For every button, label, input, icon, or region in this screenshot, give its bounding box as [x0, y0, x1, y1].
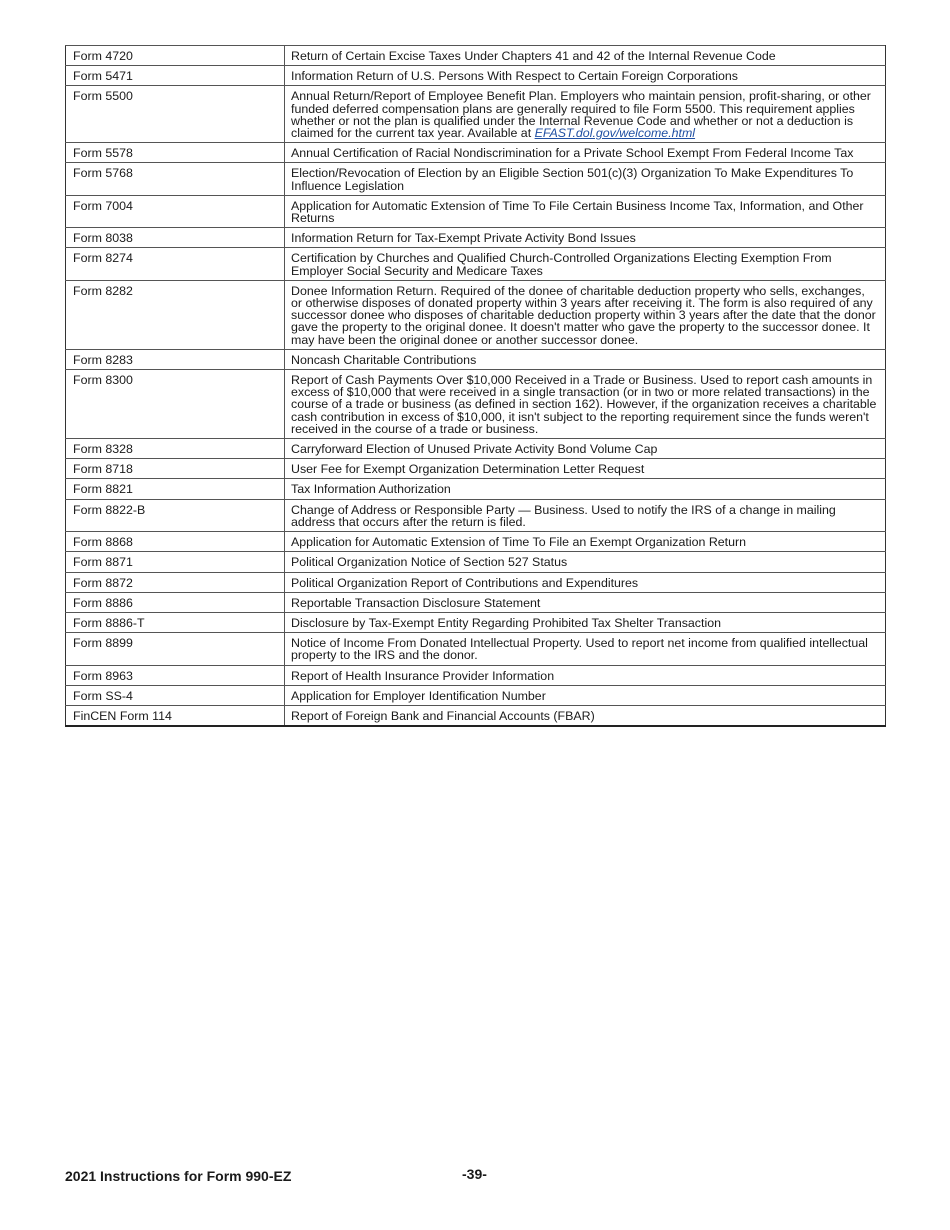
- form-description-cell: [285, 195, 886, 227]
- form-description-cell: [285, 143, 886, 163]
- table-row: [66, 459, 886, 479]
- table-row: [66, 370, 886, 439]
- form-number-cell: Form 8300: [66, 370, 285, 439]
- table-row: [66, 86, 886, 143]
- form-description-text: User Fee for Exempt Organization Determination Letter Request: [291, 462, 645, 477]
- form-number-cell: Form 7004: [66, 195, 285, 227]
- form-number-cell: Form 8328: [66, 439, 285, 459]
- form-description-text: Application for Automatic Extension of Time To File Certain Business Income Tax, Information, and Other Returns: [291, 198, 864, 226]
- table-row: [66, 592, 886, 612]
- form-description-text: Return of Certain Excise Taxes Under Chapters 41 and 42 of the Internal Revenue Code: [291, 49, 776, 63]
- form-description-cell: [285, 46, 886, 66]
- form-description-text: Annual Return/Report of Employee Benefit Plan. Employers who maintain pension, profit-sharing, or other funded deferred compensation plans are generally required to file Form 5500. This requirement applies whether or not the plan is qualified under the Internal Revenue Code and whether or not a deduction is claimed for the current tax year. Available at: [291, 89, 871, 141]
- table-row: [66, 552, 886, 572]
- form-number-cell: Form 8886: [66, 592, 285, 612]
- form-number-cell: Form 8871: [66, 552, 285, 572]
- form-number-cell: Form 8718: [66, 459, 285, 479]
- table-row: [66, 46, 886, 66]
- table-row: [66, 195, 886, 227]
- forms-table-body: [66, 46, 886, 727]
- form-description-cell: [285, 592, 886, 612]
- efast-website-link[interactable]: EFAST.dol.gov/welcome.html: [534, 126, 696, 141]
- form-description-text: Tax Information Authorization: [291, 482, 451, 497]
- form-description-text: Election/Revocation of Election by an Eligible Section 501(c)(3) Organization To Make Expenditures To Influence Legislation: [291, 166, 854, 193]
- forms-table: [65, 45, 886, 727]
- form-description-cell: [285, 479, 886, 499]
- form-description-text: Annual Certification of Racial Nondiscrimination for a Private School Exempt From Federal Income Tax: [291, 146, 854, 161]
- form-description-text: Carryforward Election of Unused Private Activity Bond Volume Cap: [291, 442, 658, 457]
- form-description-text: Information Return for Tax-Exempt Private Activity Bond Issues: [291, 231, 636, 246]
- form-description-text: Notice of Income From Donated Intellectual Property. Used to report net income from qualified intellectual property to the IRS and the donor.: [291, 636, 868, 663]
- form-description-cell: [285, 280, 886, 349]
- form-description-cell: [285, 370, 886, 439]
- form-description-text: Report of Cash Payments Over $10,000 Received in a Trade or Business. Used to report cash amounts in excess of $10,000 that were received in a single transaction (or in two or more related transactions) in the course of a trade or business (as defined in section 162). However, if the organization receives a charitable cash contribution in excess of $10,000, it isn't subject to the reporting requirement since the funds weren't received in the course of a trade or business.: [291, 373, 877, 436]
- form-description-cell: [285, 572, 886, 592]
- table-row: [66, 66, 886, 86]
- table-row: [66, 143, 886, 163]
- form-description-cell: [285, 705, 886, 726]
- form-number-cell: Form 5500: [66, 86, 285, 143]
- form-description-text: Donee Information Return. Required of the donee of charitable deduction property who sells, exchanges, or otherwise disposes of donated property within 3 years after receiving it. The form is also required of any successor donee who disposes of charitable deduction property within 3 years after the date that the donor gave the property to the original donee. It doesn't matter who gave the property to the successor donee. It may have been the original donee or another successor donee.: [291, 283, 876, 347]
- form-description-text: Report of Health Insurance Provider Information: [291, 668, 555, 683]
- table-row: [66, 248, 886, 280]
- form-number-cell: Form 5578: [66, 143, 285, 163]
- table-row: [66, 439, 886, 459]
- form-description-cell: [285, 665, 886, 685]
- footer-page-number: -39-: [462, 1166, 487, 1182]
- form-description-text: Political Organization Notice of Section 527 Status: [291, 555, 568, 570]
- form-description-cell: [285, 612, 886, 632]
- form-number-cell: Form 8899: [66, 633, 285, 665]
- form-description-cell: [285, 163, 886, 195]
- form-number-cell: Form 8886-T: [66, 612, 285, 632]
- form-number-cell: Form 8274: [66, 248, 285, 280]
- form-number-cell: FinCEN Form 114: [66, 705, 285, 726]
- form-description-cell: [285, 439, 886, 459]
- form-number-cell: Form 8038: [66, 228, 285, 248]
- form-description-text: Report of Foreign Bank and Financial Accounts (FBAR): [291, 708, 595, 723]
- form-description-cell: [285, 459, 886, 479]
- table-row: [66, 665, 886, 685]
- table-row: [66, 499, 886, 531]
- form-description-text: Application for Automatic Extension of Time To File an Exempt Organization Return: [291, 535, 747, 550]
- footer-document-title: 2021 Instructions for Form 990-EZ: [65, 1168, 292, 1184]
- form-description-text: Information Return of U.S. Persons With Respect to Certain Foreign Corporations: [291, 69, 738, 84]
- form-description-cell: [285, 248, 886, 280]
- table-row: [66, 228, 886, 248]
- table-row: [66, 685, 886, 705]
- form-number-cell: Form 5471: [66, 66, 285, 86]
- form-description-cell: [285, 685, 886, 705]
- form-number-cell: Form 8282: [66, 280, 285, 349]
- table-row: [66, 633, 886, 665]
- form-description-cell: [285, 633, 886, 665]
- table-row: [66, 572, 886, 592]
- form-description-cell: [285, 349, 886, 369]
- table-row: [66, 705, 886, 726]
- form-number-cell: Form 8822-B: [66, 499, 285, 531]
- form-description-cell: [285, 66, 886, 86]
- form-number-cell: Form 8283: [66, 349, 285, 369]
- form-description-cell: [285, 552, 886, 572]
- form-number-cell: Form 4720: [66, 46, 285, 66]
- form-description-text: Certification by Churches and Qualified Church-Controlled Organizations Electing Exemption From Employer Social Security and Medicare Taxes: [291, 251, 832, 278]
- form-description-text: Disclosure by Tax-Exempt Entity Regarding Prohibited Tax Shelter Transaction: [291, 615, 721, 630]
- form-description-text: Noncash Charitable Contributions: [291, 352, 477, 367]
- table-row: [66, 479, 886, 499]
- table-row: [66, 280, 886, 349]
- form-number-cell: Form 8868: [66, 532, 285, 552]
- form-number-cell: Form 8821: [66, 479, 285, 499]
- table-row: [66, 612, 886, 632]
- form-description-text: Reportable Transaction Disclosure Statement: [291, 595, 541, 610]
- form-number-cell: Form SS-4: [66, 685, 285, 705]
- form-number-cell: Form 8963: [66, 665, 285, 685]
- form-description-cell: [285, 86, 886, 143]
- table-row: [66, 163, 886, 195]
- form-number-cell: Form 8872: [66, 572, 285, 592]
- table-row: [66, 349, 886, 369]
- form-description-cell: [285, 228, 886, 248]
- form-number-cell: Form 5768: [66, 163, 285, 195]
- form-description-text: Political Organization Report of Contributions and Expenditures: [291, 575, 639, 590]
- form-description-cell: [285, 532, 886, 552]
- form-description-text: Application for Employer Identification Number: [291, 688, 546, 703]
- form-description-cell: [285, 499, 886, 531]
- form-description-text: Change of Address or Responsible Party — Business. Used to notify the IRS of a change in mailing address that occurs after the return is filed.: [291, 502, 836, 529]
- table-row: [66, 532, 886, 552]
